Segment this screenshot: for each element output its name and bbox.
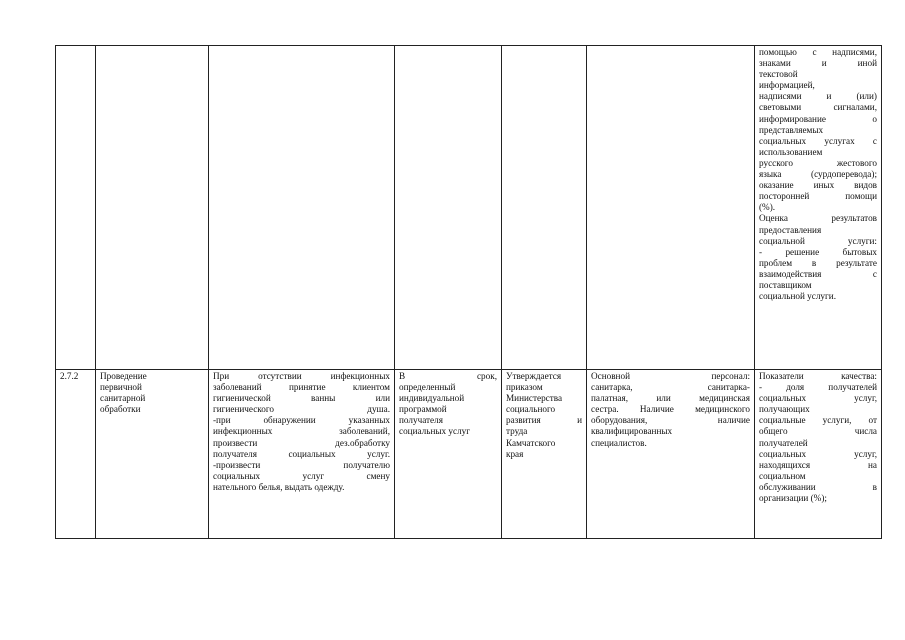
cell-service-number [56, 370, 96, 539]
text-line: социальных услуг смену [213, 470, 390, 481]
text-line: заболеваний принятие клиентом [213, 382, 390, 393]
text-line: социальных услуг, [759, 448, 877, 459]
lines [399, 371, 497, 438]
text-line: находящихся на [759, 459, 877, 470]
text-line: взаимодействия с [759, 268, 877, 279]
text-line: труда [506, 426, 528, 437]
text-line: Оценка результатов [759, 213, 877, 224]
text-line: программой [399, 404, 447, 415]
text-line: социальной услуги. [759, 291, 836, 302]
text-line: текстовой [759, 69, 798, 80]
text-line: информирование о [759, 113, 877, 124]
text-line: санитарка, санитарка- [591, 382, 750, 393]
text-line: специалистов. [591, 437, 647, 448]
service-number: 2.7.2 [60, 371, 79, 381]
text-line: надписями и (или) [759, 91, 877, 102]
text-line: -при обнаружении указанных [213, 415, 390, 426]
cell-quality-continued [755, 46, 882, 370]
text-line: использованием [759, 146, 823, 157]
text-line: поставщиком [759, 279, 812, 290]
text-line: информацией, [759, 80, 815, 91]
text-line: социальные услуги, от [759, 415, 877, 426]
text-line: нательного белья, выдать одежду. [213, 481, 345, 492]
text-line: Основной персонал: [591, 371, 750, 381]
text-line: - доля получателей [759, 382, 877, 393]
cell-conditions-empty [587, 46, 755, 370]
text-line: сестра. Наличие медицинского [591, 404, 750, 415]
text-line: световыми сигналами, [759, 102, 877, 113]
text-line: Утверждается [506, 371, 562, 381]
table-row-2-7-2 [56, 370, 882, 539]
lines [759, 371, 877, 504]
text-line: Показатели качества: [759, 371, 877, 381]
cell-term-empty [395, 46, 502, 370]
text-line: гигиенического душа. [213, 404, 390, 415]
text-line: получателя [399, 415, 443, 426]
text-line: первичной [100, 382, 142, 393]
text-line: приказом [506, 382, 543, 393]
cell-service-description [209, 370, 395, 539]
lines [506, 371, 582, 460]
text-line: края [506, 448, 524, 459]
text-line: получающих [759, 404, 810, 415]
cell-tariff-empty [502, 46, 587, 370]
text-line: получателя социальных услуг. [213, 448, 390, 459]
text-line: предоставления [759, 224, 822, 235]
text-line: получателей [759, 437, 808, 448]
cell-service-conditions [587, 370, 755, 539]
text-line: социальной услуги: [759, 235, 877, 246]
text-line: социальных услуг [399, 426, 471, 437]
cell-service-tariff [502, 370, 587, 539]
cell-name-empty [96, 46, 209, 370]
text-line: палатная, или медицинская [591, 393, 750, 404]
text-line: организации (%); [759, 493, 827, 504]
text-line: инфекционных заболеваний, [213, 426, 390, 437]
text-line: социальных услугах с [759, 135, 877, 146]
text-line: оборудования, наличие [591, 415, 750, 426]
text-line: русского жестового [759, 157, 877, 168]
text-line: Камчатского [506, 437, 556, 448]
lines [100, 371, 204, 415]
text-line: произвести дез.обработку [213, 437, 390, 448]
text-line: развития и [506, 415, 582, 426]
lines [591, 371, 750, 449]
lines [213, 371, 390, 493]
services-table [55, 45, 882, 539]
text-line: - решение бытовых [759, 246, 877, 257]
cell-service-quality [755, 370, 882, 539]
text-line: гигиенической ванны или [213, 393, 390, 404]
text-line: В срок, [399, 371, 497, 381]
text-line: (%). [759, 202, 776, 213]
text-line: оказание иных видов [759, 180, 877, 191]
text-line: обслуживании в [759, 481, 877, 492]
text-line: При отсутствии инфекционных [213, 371, 390, 381]
text-line: Министерства [506, 393, 563, 404]
text-line: помощью с надписями, [759, 47, 877, 57]
text-line: общего числа [759, 426, 877, 437]
text-line: знаками и иной [759, 58, 877, 69]
text-line: социального [506, 404, 556, 415]
cell-service-term [395, 370, 502, 539]
lines [759, 47, 877, 302]
text-line: социальных услуг, [759, 393, 877, 404]
cell-service-name [96, 370, 209, 539]
cell-number-empty [56, 46, 96, 370]
text-line: санитарной [100, 393, 146, 404]
text-line: представляемых [759, 124, 824, 135]
text-line: Проведение [100, 371, 147, 381]
text-line: определенный [399, 382, 456, 393]
text-line: индивидуальной [399, 393, 465, 404]
text-line: социальном [759, 470, 806, 481]
cell-description-empty [209, 46, 395, 370]
text-line: языка (сурдоперевода); [759, 169, 877, 180]
text-line: обработки [100, 404, 141, 415]
table-row-continued [56, 46, 882, 370]
text-line: квалифицированных [591, 426, 673, 437]
text-line: -произвести получателю [213, 459, 390, 470]
text-line: проблем в результате [759, 257, 877, 268]
text-line: посторонней помощи [759, 191, 877, 202]
